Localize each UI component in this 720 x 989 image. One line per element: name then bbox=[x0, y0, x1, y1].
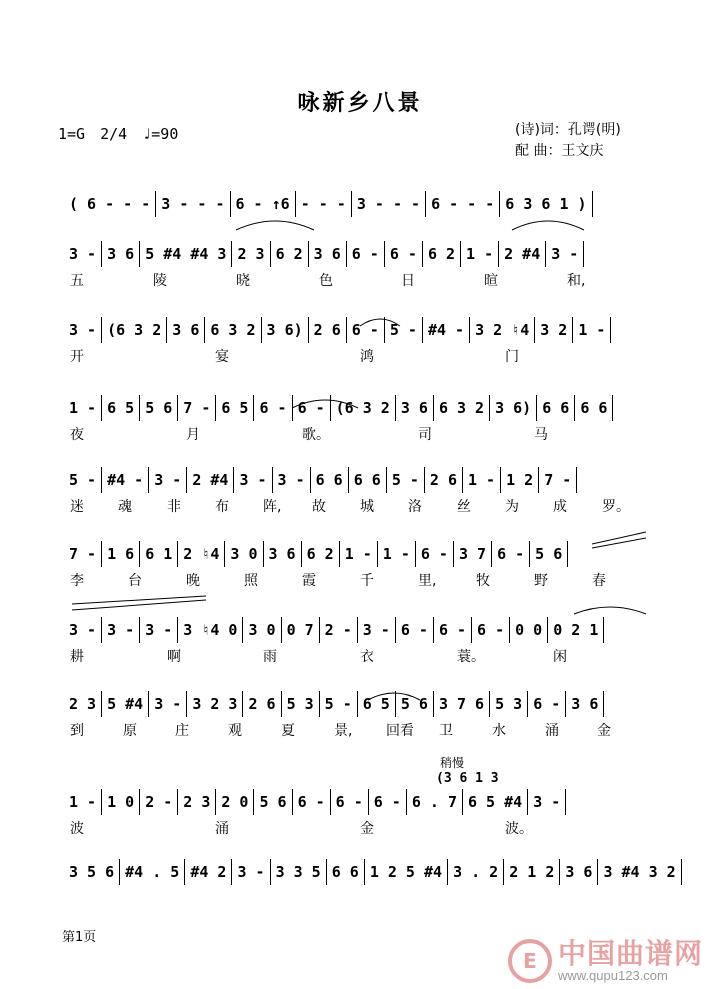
measure: 5 - bbox=[385, 317, 423, 343]
slur bbox=[236, 221, 314, 230]
score-row-notes bbox=[64, 616, 664, 644]
lyric-word: 里, bbox=[418, 573, 437, 589]
measure: 3 - - - bbox=[352, 191, 426, 217]
measure: 7 - bbox=[64, 541, 102, 567]
lyric-word: 闲 bbox=[553, 649, 567, 665]
measure: 5 3 bbox=[490, 691, 528, 717]
measure: 6 5 bbox=[216, 395, 254, 421]
lyric-word: 牧 bbox=[476, 573, 490, 589]
measure: 3 6 bbox=[309, 241, 347, 267]
site-logo-icon: E bbox=[508, 939, 552, 983]
measure: 2 3 bbox=[64, 691, 102, 717]
measure: 6 3 6 1 ) bbox=[500, 191, 592, 217]
measure: #4 2 bbox=[185, 859, 232, 885]
measure: - - - bbox=[296, 191, 352, 217]
key-signature: 1=G bbox=[58, 125, 86, 143]
lyric-word: 故 bbox=[312, 499, 326, 515]
score-row-lyrics bbox=[64, 496, 664, 516]
score-row-lyrics bbox=[64, 818, 664, 838]
lyric-word: 野 bbox=[534, 573, 548, 589]
measure: 3 0 bbox=[243, 617, 281, 643]
measure: 6 1 bbox=[140, 541, 178, 567]
measure: 2 6 bbox=[425, 467, 463, 493]
measure: 1 - bbox=[340, 541, 378, 567]
lyric-word: 月 bbox=[186, 427, 200, 443]
measure: 2 1 2 bbox=[504, 859, 560, 885]
lyric-word: 蓑。 bbox=[457, 649, 485, 665]
measure: 1 0 bbox=[102, 789, 140, 815]
measure: 5 6 bbox=[140, 395, 178, 421]
score-row-notes bbox=[64, 788, 664, 816]
measure: 6 6 bbox=[311, 467, 349, 493]
measure: 6 - bbox=[347, 317, 385, 343]
measure: 0 0 bbox=[510, 617, 548, 643]
measure: 3 6) bbox=[490, 395, 537, 421]
lyric-word: 丝 bbox=[457, 499, 471, 515]
measure: 6 - bbox=[347, 241, 385, 267]
score-row-notes bbox=[64, 858, 676, 886]
measure: 2 - bbox=[320, 617, 358, 643]
lyric-word: 回看 bbox=[386, 723, 414, 739]
measure: 1 - bbox=[573, 317, 611, 343]
lyric-word: 景, bbox=[334, 723, 353, 739]
score-row-lyrics bbox=[64, 424, 664, 444]
score-row-notes bbox=[64, 240, 664, 268]
lyric-word: 金 bbox=[360, 821, 374, 837]
lyric-word: 夏 bbox=[281, 723, 295, 739]
lyric-word: 为 bbox=[505, 499, 519, 515]
lyric-word: 宴 bbox=[215, 349, 229, 365]
lyric-word: 金 bbox=[597, 723, 611, 739]
lyric-word: 五 bbox=[70, 273, 84, 289]
time-signature: 2/4 bbox=[100, 125, 128, 143]
lyric-word: 司 bbox=[418, 427, 432, 443]
tempo-change-mark: 稍慢 bbox=[440, 756, 465, 770]
measure: #4 - bbox=[102, 467, 149, 493]
measure: 3 - bbox=[149, 691, 187, 717]
slur bbox=[512, 221, 584, 230]
measure: 1 - bbox=[461, 241, 499, 267]
lyric-word: 门 bbox=[505, 349, 519, 365]
measure: 5 6 bbox=[530, 541, 568, 567]
measure: 3 7 6 bbox=[434, 691, 490, 717]
lyric-word: 魂 bbox=[118, 499, 132, 515]
score-row-lyrics bbox=[64, 270, 664, 290]
lyric-word: 庄 bbox=[175, 723, 189, 739]
lyric-word: 阵, bbox=[263, 499, 282, 515]
lyric-word: 到 bbox=[70, 723, 84, 739]
measure: 3 - bbox=[64, 241, 102, 267]
measure: 3 - bbox=[234, 467, 272, 493]
measure: 3 2 bbox=[535, 317, 573, 343]
score-row-notes bbox=[64, 466, 664, 494]
measure: 1 2 5 #4 bbox=[365, 859, 448, 885]
measure: 3 - bbox=[102, 617, 140, 643]
score-row-lyrics bbox=[64, 720, 664, 740]
measure: 6 2 bbox=[423, 241, 461, 267]
lyric-word: 暄 bbox=[484, 273, 498, 289]
measure: 3 - bbox=[546, 241, 584, 267]
measure: 6 5 bbox=[358, 691, 396, 717]
measure: 6 - bbox=[331, 789, 369, 815]
lyric-word: 照 bbox=[244, 573, 258, 589]
lyric-word: 晚 bbox=[186, 573, 200, 589]
measure: 7 - bbox=[178, 395, 216, 421]
measure: 7 - bbox=[539, 467, 577, 493]
measure: 6 6 bbox=[537, 395, 575, 421]
lyricist-credit: (诗)词：孔谔(明) bbox=[515, 122, 621, 138]
tempo-change-notes: (3 6 1 3 bbox=[436, 771, 499, 786]
lyric-word: 波 bbox=[70, 821, 84, 837]
measure: 5 6 bbox=[396, 691, 434, 717]
measure: 3 2 ♮4 bbox=[470, 317, 535, 343]
score-row-lyrics bbox=[64, 346, 664, 366]
measure: 3 ♮4 0 bbox=[178, 617, 243, 643]
measure: 3 - bbox=[140, 617, 178, 643]
measure: 5 - bbox=[64, 467, 102, 493]
measure: 6 - bbox=[369, 789, 407, 815]
measure: 6 - - - bbox=[426, 191, 500, 217]
measure: 3 6 bbox=[560, 859, 598, 885]
measure: 0 2 1 bbox=[548, 617, 604, 643]
lyric-word: 观 bbox=[228, 723, 242, 739]
lyric-word: 城 bbox=[360, 499, 374, 515]
measure: 3 6 bbox=[566, 691, 604, 717]
measure: 6 3 2 bbox=[205, 317, 261, 343]
measure: 6 - bbox=[396, 617, 434, 643]
measure: 3 6 bbox=[102, 241, 140, 267]
lyric-word: 布 bbox=[215, 499, 229, 515]
score-row-notes bbox=[64, 690, 664, 718]
page-number: 第1页 bbox=[62, 930, 97, 945]
watermark-url: www.qupu123.com bbox=[558, 967, 668, 983]
lyric-word: 涌 bbox=[215, 821, 229, 837]
score-row-notes bbox=[64, 540, 664, 568]
measure: 2 #4 bbox=[499, 241, 546, 267]
measure: 3 7 bbox=[454, 541, 492, 567]
measure: 3 - bbox=[273, 467, 311, 493]
measure: 1 - bbox=[463, 467, 501, 493]
measure: ( 6 - - - bbox=[64, 191, 156, 217]
measure: 3 - bbox=[358, 617, 396, 643]
lyric-word: 台 bbox=[128, 573, 142, 589]
score-row-notes bbox=[64, 394, 664, 422]
measure: 2 6 bbox=[243, 691, 281, 717]
measure: 6 6 bbox=[575, 395, 613, 421]
measure: 5 6 bbox=[254, 789, 292, 815]
measure: 6 - bbox=[293, 395, 331, 421]
key-and-meter bbox=[58, 125, 178, 143]
measure: 1 - bbox=[378, 541, 416, 567]
measure: 3 - bbox=[149, 467, 187, 493]
lyric-word: 晓 bbox=[236, 273, 250, 289]
measure: 6 . 7 bbox=[407, 789, 463, 815]
score-row-lyrics bbox=[64, 646, 664, 666]
measure: 5 - bbox=[320, 691, 358, 717]
measure: 3 - - - bbox=[156, 191, 230, 217]
crescendo-line bbox=[72, 596, 206, 604]
lyric-word: 涌 bbox=[545, 723, 559, 739]
score-row-notes bbox=[64, 316, 664, 344]
measure: 6 - ↑6 bbox=[231, 191, 296, 217]
measure: 3 . 2 bbox=[448, 859, 504, 885]
measure: 6 5 bbox=[102, 395, 140, 421]
measure: 1 6 bbox=[102, 541, 140, 567]
lyric-word: 日 bbox=[401, 273, 415, 289]
measure: 6 - bbox=[385, 241, 423, 267]
measure: 6 6 bbox=[349, 467, 387, 493]
lyric-word: 洛 bbox=[408, 499, 422, 515]
watermark-brand: 中国曲谱网 bbox=[558, 937, 704, 971]
measure: 5 #4 #4 3 bbox=[140, 241, 232, 267]
measure: 6 - bbox=[528, 691, 566, 717]
score-row-notes bbox=[64, 190, 664, 218]
lyric-word: 马 bbox=[534, 427, 548, 443]
measure: #4 . 5 bbox=[120, 859, 185, 885]
measure: 6 3 2 bbox=[434, 395, 490, 421]
measure: #4 - bbox=[423, 317, 470, 343]
measure: 3 6 bbox=[167, 317, 205, 343]
measure: 3 - bbox=[232, 859, 270, 885]
lyric-word: 啊 bbox=[167, 649, 181, 665]
lyric-word: 成 bbox=[553, 499, 567, 515]
lyric-word: 陵 bbox=[153, 273, 167, 289]
lyric-word: 霞 bbox=[302, 573, 316, 589]
lyric-word: 千 bbox=[360, 573, 374, 589]
measure: 1 - bbox=[64, 395, 102, 421]
measure: 6 - bbox=[416, 541, 454, 567]
measure: (6 3 2 bbox=[331, 395, 396, 421]
lyric-word: 迷 bbox=[70, 499, 84, 515]
measure: 1 - bbox=[64, 789, 102, 815]
score-row-lyrics bbox=[64, 570, 664, 590]
site-watermark bbox=[508, 936, 718, 986]
measure: (6 3 2 bbox=[102, 317, 167, 343]
measure: 2 #4 bbox=[187, 467, 234, 493]
measure: 3 - bbox=[64, 317, 102, 343]
measure: 6 6 bbox=[327, 859, 365, 885]
lyric-word: 开 bbox=[70, 349, 84, 365]
tempo-marking: ♩=90 bbox=[142, 125, 179, 143]
measure: 6 5 #4 bbox=[463, 789, 528, 815]
measure: 6 2 bbox=[302, 541, 340, 567]
lyric-word: 水 bbox=[492, 723, 506, 739]
measure: 3 6 bbox=[264, 541, 302, 567]
measure: 2 6 bbox=[309, 317, 347, 343]
measure: 3 5 6 bbox=[64, 859, 120, 885]
measure: 2 3 bbox=[178, 789, 216, 815]
lyric-word: 色 bbox=[319, 273, 333, 289]
measure: 2 - bbox=[140, 789, 178, 815]
lyric-word: 春 bbox=[592, 573, 606, 589]
lyric-word: 耕 bbox=[70, 649, 84, 665]
measure: 5 #4 bbox=[102, 691, 149, 717]
measure: 2 ♮4 bbox=[178, 541, 225, 567]
measure: 5 3 bbox=[282, 691, 320, 717]
lyric-word: 李 bbox=[70, 573, 84, 589]
lyric-word: 歌。 bbox=[302, 427, 330, 443]
measure: 1 2 bbox=[501, 467, 539, 493]
measure: 3 - bbox=[64, 617, 102, 643]
slur bbox=[574, 607, 646, 614]
lyric-word: 鸿 bbox=[360, 349, 374, 365]
lyric-word: 夜 bbox=[70, 427, 84, 443]
credits bbox=[515, 120, 621, 162]
lyric-word: 和, bbox=[567, 273, 586, 289]
measure: 6 - bbox=[492, 541, 530, 567]
measure: 6 - bbox=[434, 617, 472, 643]
lyric-word: 雨 bbox=[263, 649, 277, 665]
measure: 6 - bbox=[293, 789, 331, 815]
measure: 6 2 bbox=[271, 241, 309, 267]
lyric-word: 罗。 bbox=[602, 499, 630, 515]
measure: 2 3 bbox=[232, 241, 270, 267]
lyric-word: 波。 bbox=[505, 821, 533, 837]
measure: 5 - bbox=[387, 467, 425, 493]
measure: 3 6) bbox=[262, 317, 309, 343]
song-title: 咏新乡八景 bbox=[297, 90, 423, 116]
measure: 3 - bbox=[528, 789, 566, 815]
measure: 3 3 5 bbox=[271, 859, 327, 885]
measure: 3 6 bbox=[396, 395, 434, 421]
lyric-word: 原 bbox=[123, 723, 137, 739]
measure: 6 - bbox=[254, 395, 292, 421]
measure: 3 0 bbox=[225, 541, 263, 567]
crescendo-line bbox=[72, 600, 206, 610]
lyric-word: 非 bbox=[167, 499, 181, 515]
measure: 3 #4 3 2 bbox=[598, 859, 681, 885]
lyric-word: 卫 bbox=[439, 723, 453, 739]
measure: 6 - bbox=[472, 617, 510, 643]
composer-credit: 配 曲：王文庆 bbox=[515, 143, 604, 159]
measure: 2 0 bbox=[216, 789, 254, 815]
measure: 0 7 bbox=[282, 617, 320, 643]
lyric-word: 衣 bbox=[360, 649, 374, 665]
measure: 3 2 3 bbox=[187, 691, 243, 717]
